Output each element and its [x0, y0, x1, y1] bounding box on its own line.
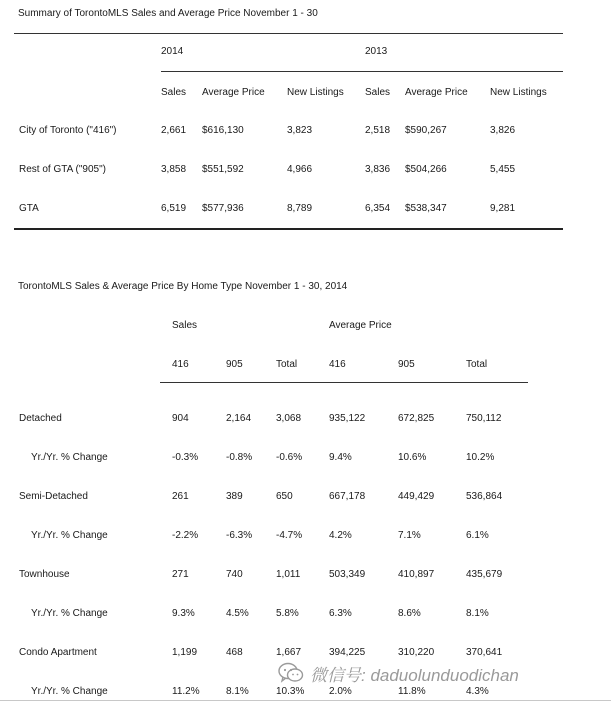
home-type-cell: 3,068	[276, 413, 302, 424]
summary-cell: $577,936	[202, 203, 244, 214]
summary-col-header: New Listings	[490, 87, 547, 98]
home-type-cell: -0.6%	[276, 452, 303, 463]
home-type-cell: 410,897	[398, 569, 435, 580]
wechat-icon	[278, 662, 304, 684]
summary-top-rule	[14, 33, 563, 34]
home-type-header-rule	[160, 382, 528, 383]
home-type-col-header: 416	[172, 359, 189, 370]
home-type-row-label: Yr./Yr. % Change	[31, 530, 108, 541]
summary-cell: 9,281	[490, 203, 516, 214]
home-type-cell: 650	[276, 491, 293, 502]
home-type-cell: 935,122	[329, 413, 366, 424]
watermark	[278, 660, 519, 686]
home-type-row-label: Yr./Yr. % Change	[31, 608, 108, 619]
summary-cell: 2,661	[161, 125, 187, 136]
summary-row-label: City of Toronto ("416")	[19, 125, 117, 136]
summary-cell: 2,518	[365, 125, 391, 136]
home-type-cell: 10.3%	[276, 686, 305, 697]
summary-title: Summary of TorontoMLS Sales and Average Price November 1 - 30	[18, 8, 318, 19]
home-type-col-header: 416	[329, 359, 346, 370]
summary-cell: $616,130	[202, 125, 244, 136]
home-type-title: TorontoMLS Sales & Average Price By Home Type November 1 - 30, 2014	[18, 281, 348, 292]
home-type-cell: 7.1%	[398, 530, 421, 541]
page-bottom-rule	[0, 700, 611, 701]
home-type-cell: 6.3%	[329, 608, 352, 619]
home-type-row-label: Semi-Detached	[19, 491, 88, 502]
home-type-cell: 9.3%	[172, 608, 195, 619]
summary-cell: 4,966	[287, 164, 313, 175]
summary-cell: $551,592	[202, 164, 244, 175]
home-type-cell: 672,825	[398, 413, 435, 424]
summary-cell: 3,836	[365, 164, 391, 175]
home-type-cell: 10.2%	[466, 452, 495, 463]
summary-cell: 3,823	[287, 125, 313, 136]
summary-cell: 6,354	[365, 203, 391, 214]
summary-cell: 8,789	[287, 203, 313, 214]
home-type-cell: 261	[172, 491, 189, 502]
summary-cell: 3,826	[490, 125, 516, 136]
home-type-cell: 2.0%	[329, 686, 352, 697]
home-type-cell: 394,225	[329, 647, 366, 658]
summary-col-header: Average Price	[202, 87, 265, 98]
home-type-cell: 11.8%	[398, 686, 426, 697]
home-type-cell: -0.8%	[226, 452, 253, 463]
summary-cell: 5,455	[490, 164, 516, 175]
home-type-cell: 2,164	[226, 413, 252, 424]
home-type-cell: 1,199	[172, 647, 198, 658]
home-type-cell: 8.1%	[226, 686, 249, 697]
summary-cell: 6,519	[161, 203, 187, 214]
home-type-cell: 8.1%	[466, 608, 489, 619]
home-type-cell: 740	[226, 569, 243, 580]
home-type-cell: 370,641	[466, 647, 503, 658]
home-type-cell: 750,112	[466, 413, 502, 424]
home-type-col-header: 905	[398, 359, 415, 370]
home-type-cell: 449,429	[398, 491, 435, 502]
home-type-cell: -4.7%	[276, 530, 303, 541]
summary-year-2014: 2014	[161, 46, 184, 57]
home-type-row-label: Detached	[19, 413, 62, 424]
home-type-cell: 1,011	[276, 569, 301, 580]
home-type-cell: 4.5%	[226, 608, 249, 619]
home-type-cell: 904	[172, 413, 189, 424]
home-type-cell: 10.6%	[398, 452, 427, 463]
home-type-row-label: Townhouse	[19, 569, 70, 580]
home-type-cell: -2.2%	[172, 530, 199, 541]
summary-cell: $504,266	[405, 164, 447, 175]
home-type-col-header: Total	[276, 359, 298, 370]
summary-cell: $538,347	[405, 203, 447, 214]
home-type-cell: 468	[226, 647, 243, 658]
home-type-cell: 667,178	[329, 491, 366, 502]
summary-row-label: Rest of GTA ("905")	[19, 164, 106, 175]
home-type-cell: 310,220	[398, 647, 435, 658]
summary-col-header: Sales	[365, 87, 391, 98]
summary-col-header: Average Price	[405, 87, 468, 98]
home-type-cell: 8.6%	[398, 608, 421, 619]
home-type-cell: 389	[226, 491, 243, 502]
home-type-cell: 5.8%	[276, 608, 299, 619]
home-type-cell: 4.2%	[329, 530, 352, 541]
home-type-group-avg-price: Average Price	[329, 320, 392, 331]
home-type-row-label: Yr./Yr. % Change	[31, 686, 108, 697]
home-type-cell: 536,864	[466, 491, 503, 502]
home-type-cell: 435,679	[466, 569, 503, 580]
summary-year-rule	[161, 71, 563, 72]
summary-row-label: GTA	[19, 203, 39, 214]
home-type-cell: 503,349	[329, 569, 366, 580]
home-type-row-label: Condo Apartment	[19, 647, 97, 658]
summary-year-2013: 2013	[365, 46, 388, 57]
home-type-cell: 6.1%	[466, 530, 489, 541]
home-type-cell: -6.3%	[226, 530, 253, 541]
home-type-group-sales: Sales	[172, 320, 198, 331]
summary-bottom-rule	[14, 228, 563, 230]
summary-col-header: Sales	[161, 87, 187, 98]
home-type-cell: 271	[172, 569, 189, 580]
summary-cell: $590,267	[405, 125, 447, 136]
home-type-row-label: Yr./Yr. % Change	[31, 452, 108, 463]
summary-cell: 3,858	[161, 164, 187, 175]
home-type-cell: -0.3%	[172, 452, 199, 463]
home-type-cell: 9.4%	[329, 452, 352, 463]
home-type-col-header: 905	[226, 359, 243, 370]
home-type-cell: 4.3%	[466, 686, 489, 697]
home-type-cell: 11.2%	[172, 686, 200, 697]
home-type-cell: 1,667	[276, 647, 302, 658]
watermark-text: 微信号: daduolunduodichan	[310, 665, 519, 685]
home-type-col-header: Total	[466, 359, 488, 370]
summary-col-header: New Listings	[287, 87, 344, 98]
